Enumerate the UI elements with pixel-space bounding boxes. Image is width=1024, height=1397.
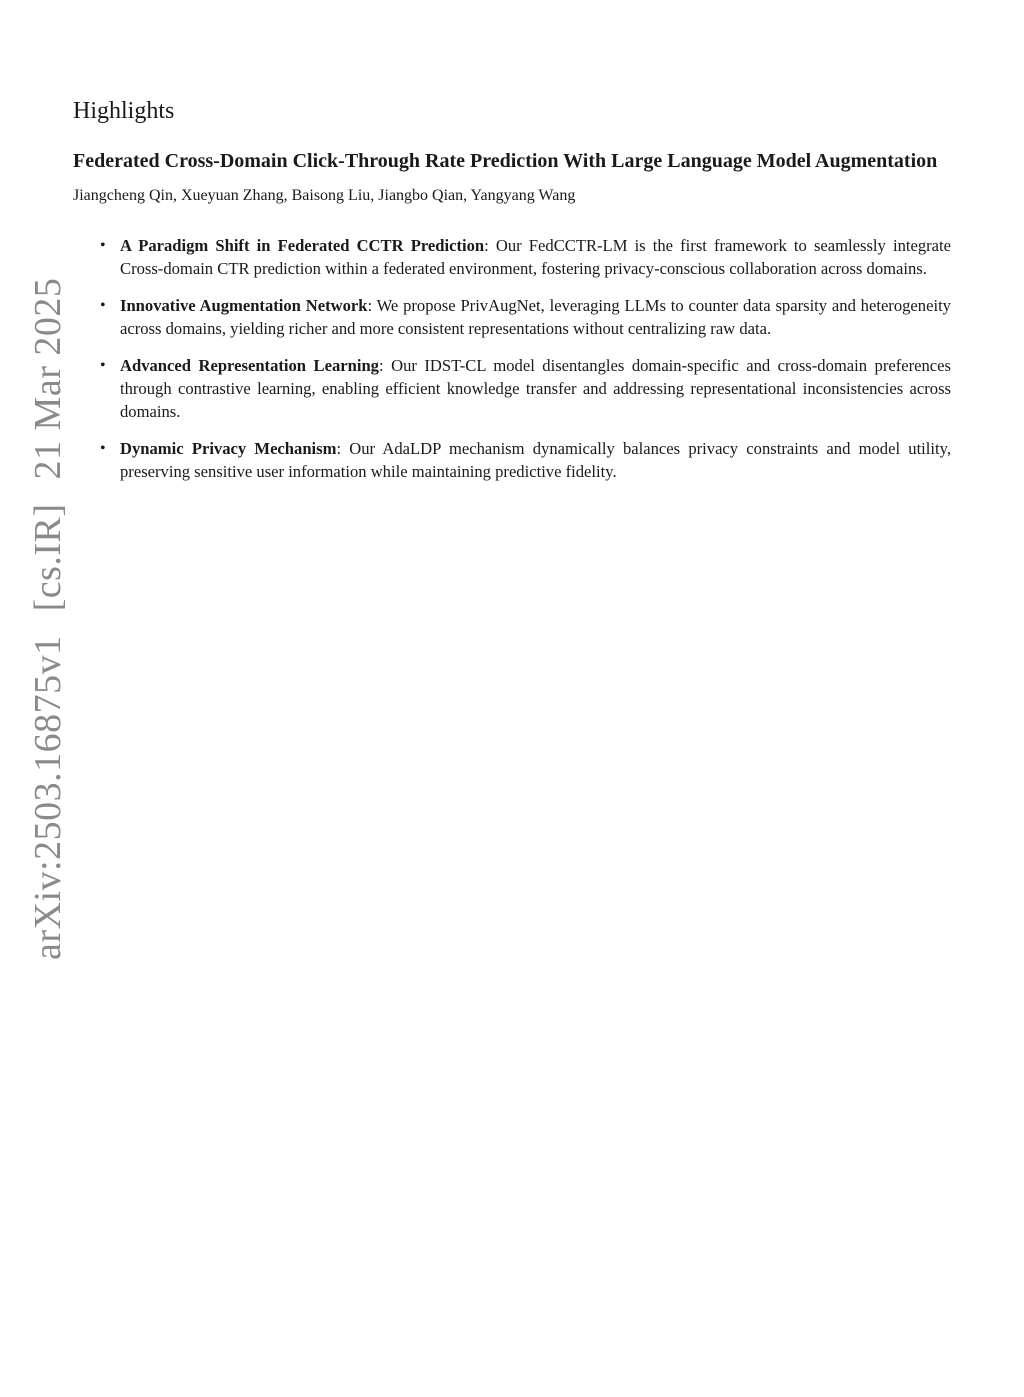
arxiv-identifier-stamp — [26, 264, 70, 960]
arxiv-id: arXiv:2503.16875v1 — [27, 635, 69, 960]
highlight-lead: Dynamic Privacy Mechanism — [120, 439, 337, 458]
highlight-text: : We propose PrivAugNet, leveraging LLMs to counter data sparsity and heterogeneity across domains, yielding richer and more consistent representations without centralizing raw data. — [120, 296, 951, 338]
author-list: Jiangcheng Qin, Xueyuan Zhang, Baisong Liu, Jiangbo Qian, Yangyang Wang — [73, 187, 576, 204]
bullet-icon: • — [100, 357, 106, 374]
highlight-text: : Our IDST-CL model disentangles domain-specific and cross-domain preferences through contrastive learning, enabling efficient knowledge transfer and addressing representational inconsistencies across domains. — [120, 356, 951, 421]
bullet-icon: • — [100, 237, 106, 254]
highlight-item — [100, 354, 951, 423]
arxiv-date: 21 Mar 2025 — [27, 277, 69, 480]
bullet-icon: • — [100, 440, 106, 457]
section-heading: Highlights — [73, 98, 175, 124]
bullet-icon: • — [100, 297, 106, 314]
highlight-text: : Our AdaLDP mechanism dynamically balances privacy constraints and model utility, preserving sensitive user information while maintaining predictive fidelity. — [120, 439, 951, 481]
highlight-text: : Our FedCCTR-LM is the first framework to seamlessly integrate Cross-domain CTR prediction within a federated environment, fostering privacy-conscious collaboration across domains. — [120, 236, 952, 278]
highlight-item — [100, 294, 951, 340]
highlight-item — [100, 437, 951, 483]
highlights-list — [73, 234, 951, 483]
highlight-lead: A Paradigm Shift in Federated CCTR Prediction — [120, 236, 485, 255]
highlight-lead: Advanced Representation Learning — [120, 356, 379, 375]
paper-title: Federated Cross-Domain Click-Through Rate Prediction With Large Language Model Augmentation — [73, 150, 938, 172]
arxiv-category: [cs.IR] — [27, 503, 69, 612]
page-content — [73, 96, 951, 497]
highlight-lead: Innovative Augmentation Network — [120, 296, 368, 315]
highlight-item — [100, 234, 952, 280]
